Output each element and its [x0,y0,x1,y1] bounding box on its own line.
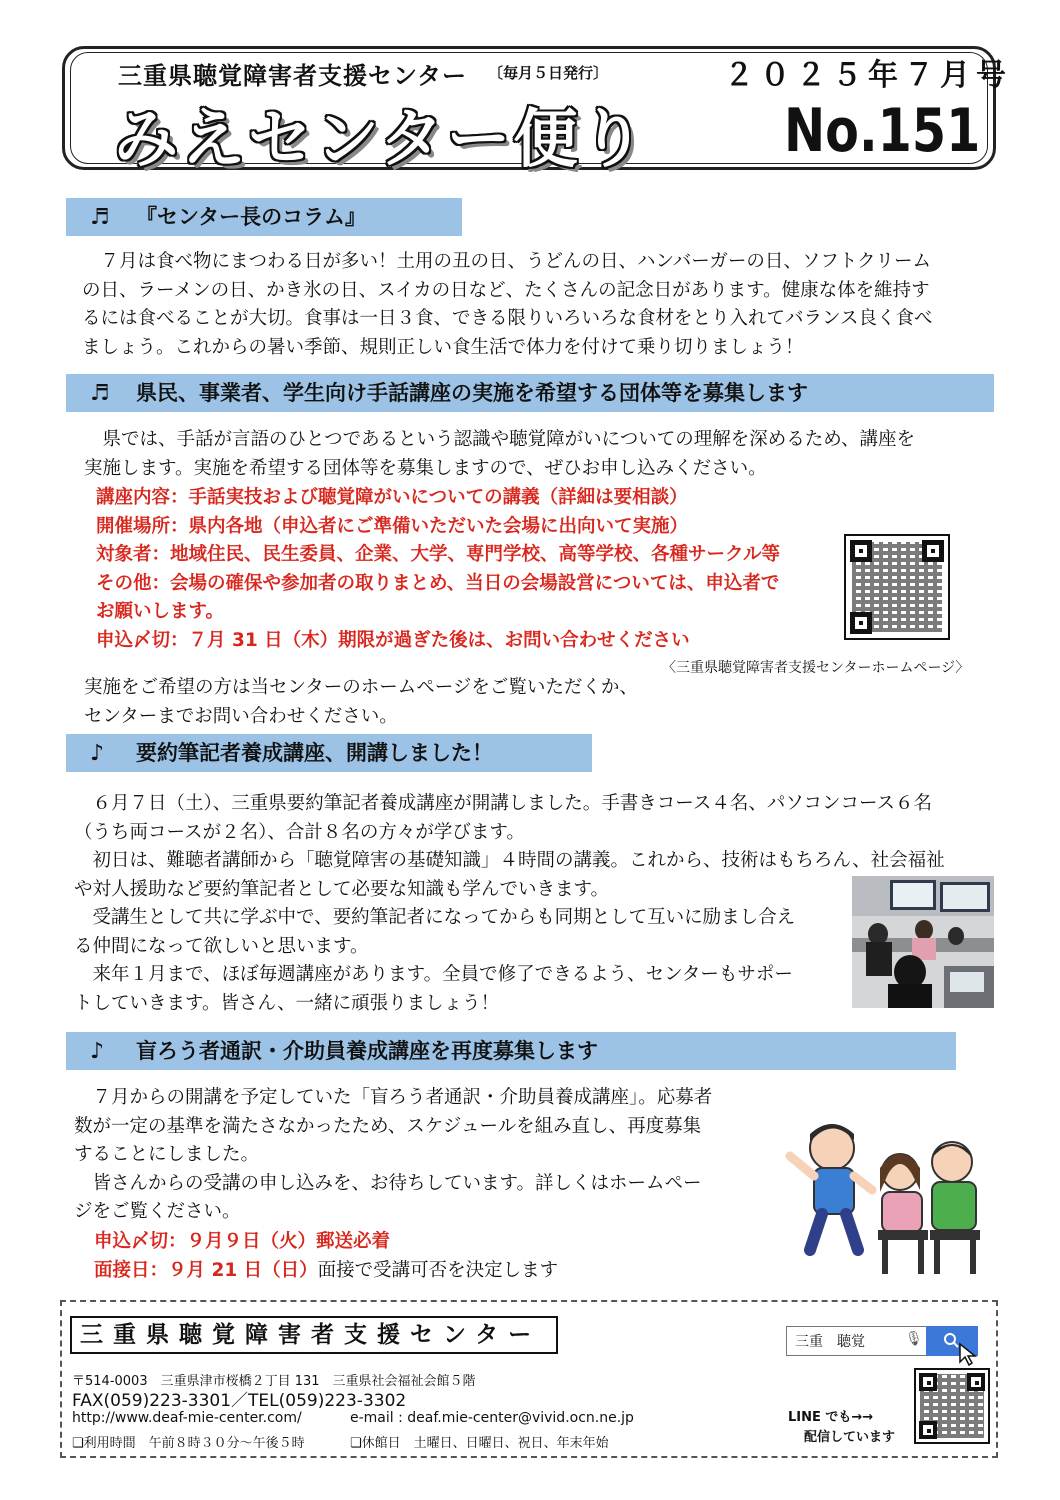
section-2-body [84,426,994,483]
section-1-body [82,248,992,362]
detail-line: 申込〆切：７月 31 日（木）期限が過ぎた後は、お問い合わせください [96,629,690,651]
music-note-icon: ♪ [90,741,105,766]
text-line: るには食べることが大切。食事は一日３食、できる限りいろいろな食材をとり入れてバランス良く食べ [82,308,933,329]
text-line: の日、ラーメンの日、かき氷の日、スイカの日など、たくさんの記念日があります。健康な体を維持す [82,279,930,301]
music-note-icon: ♪ [90,1039,105,1064]
music-note-icon: ♬ [90,205,110,230]
text-line: することにしました。 [74,1144,260,1165]
section-4-heading [66,1032,956,1070]
masthead-date: ２０２５年７月号 [724,58,1012,93]
text-line: 県では、手話が言語のひとつであるという認識や聴覚障がいについての理解を深めるため、講座を [84,429,916,450]
section-1-heading [66,198,462,236]
section-3-title: 要約筆記者養成講座、開講しました！ [136,741,493,765]
section-1-title: 『センター長のコラム』 [136,205,366,229]
footer-hours: ❏利用時間 午前８時３０分～午後５時 [72,1436,305,1451]
text-line: トしていきます。皆さん、一緒に頑張りましょう！ [74,992,500,1014]
section-4-schedule [94,1228,774,1285]
section-2-title: 県民、事業者、学生向け手話講座の実施を希望する団体等を募集します [136,381,808,405]
interpreters-illustration [784,1110,994,1280]
cursor-icon [958,1342,980,1370]
text-line: や対人援助など要約筆記者として必要な知識も学んでいきます。 [74,878,610,900]
text-line: ジをご覧ください。 [74,1201,241,1222]
line-promo-2: 配信しています [804,1430,896,1445]
mic-icon: 🎙 [905,1331,923,1347]
footer-url[interactable]: http://www.deaf-mie-center.com/ [72,1410,302,1426]
interview-label: 面接日：９月 21 日（日） [94,1259,318,1281]
text-line: センターまでお問い合わせください。 [84,705,398,727]
detail-line: お願いします。 [96,601,225,622]
homepage-qr-code[interactable] [844,534,950,640]
masthead-org: 三重県聴覚障害者支援センター [118,62,468,90]
class-photo [852,876,994,1008]
text-line: （うち両コースが２名）、合計８名の方々が学びます。 [74,821,525,843]
text-line: 初日は、難聴者講師から「聴覚障害の基礎知識」４時間の講義。これから、技術はもちろん、社会福祉 [74,850,945,871]
section-2-closing [84,674,784,731]
text-line: る仲間になって欲しいと思います。 [74,935,369,957]
detail-line: 開催場所：県内各地（申込者にご準備いただいた会場に出向いて実施） [96,515,689,537]
detail-line: 対象者：地域住民、民生委員、企業、大学、専門学校、高等学校、各種サークル等 [96,544,780,565]
text-line: ６月７日（土）、三重県要約筆記者養成講座が開講しました。手書きコース４名、パソコンコース６名 [74,793,933,814]
text-line: 受講生として共に学ぶ中で、要約筆記者になってからも同期として互いに励まし合え [74,907,796,928]
footer-address: 〒514-0003 三重県津市桜橋２丁目 131 三重県社会福祉会館５階 [72,1374,476,1389]
interview-line [94,1257,774,1286]
qr-caption: 〈三重県聴覚障害者支援センターホームページ〉 [662,660,970,676]
footer-org: 三重県聴覚障害者支援センター [70,1316,558,1354]
section-4-body [74,1084,764,1227]
text-line: 実施をご希望の方は当センターのホームページをご覧いただくか、 [84,677,638,698]
detail-line: その他：会場の確保や参加者の取りまとめ、当日の会場設営については、申込者で [96,572,780,594]
section-3-heading [66,734,592,772]
masthead-title: みえセンター便り [114,103,648,177]
line-qr-code[interactable] [914,1368,990,1444]
section-2-details [96,484,836,655]
text-line: ７月からの開講を予定していた「盲ろう者通訳・介助員養成講座」。応募者 [74,1087,713,1108]
section-2-heading [66,374,994,412]
line-promo-1: LINE でも→→ [788,1410,874,1425]
section-4-title: 盲ろう者通訳・介助員養成講座を再度募集します [136,1039,598,1063]
detail-line: 講座内容：手話実技および聴覚障がいについての講義（詳細は要相談） [96,487,688,508]
text-line: ７月は食べ物にまつわる日が多い！土用の丑の日、うどんの日、ハンバーガーの日、ソフトクリーム [82,251,931,272]
footer-fax-tel: FAX(059)223-3301／TEL(059)223-3302 [72,1391,407,1411]
footer-closed: ❏休館日 土曜日、日曜日、祝日、年末年始 [350,1436,609,1451]
music-note-icon: ♬ [90,381,110,406]
deadline: 申込〆切：９月９日（火）郵送必着 [94,1231,391,1252]
masthead-issue-number: No.151 [784,96,981,166]
masthead-frequency: 〔毎月５日発行〕 [488,64,609,82]
text-line: 皆さんからの受講の申し込みを、お待ちしています。詳しくはホームペー [74,1172,702,1194]
text-line: 実施します。実施を希望する団体等を募集しますので、ぜひお申し込みください。 [84,457,767,479]
text-line: 来年１月まで、ほぼ毎週講座があります。全員で修了できるよう、センターもサポー [74,964,793,985]
search-input-text: 三重 聴覚 [795,1334,865,1350]
text-line: 数が一定の基準を満たさなかったため、スケジュールを組み直し、再度募集 [74,1115,702,1137]
search-box[interactable] [786,1326,978,1356]
text-line: ましょう。これからの暑い季節、規則正しい食生活で体力を付けて乗り切りましょう！ [82,336,804,358]
footer-email[interactable]: e-mail : deaf.mie-center@vivid.ocn.ne.jp [350,1410,634,1426]
interview-text: 面接で受講可否を決定します [317,1259,559,1281]
